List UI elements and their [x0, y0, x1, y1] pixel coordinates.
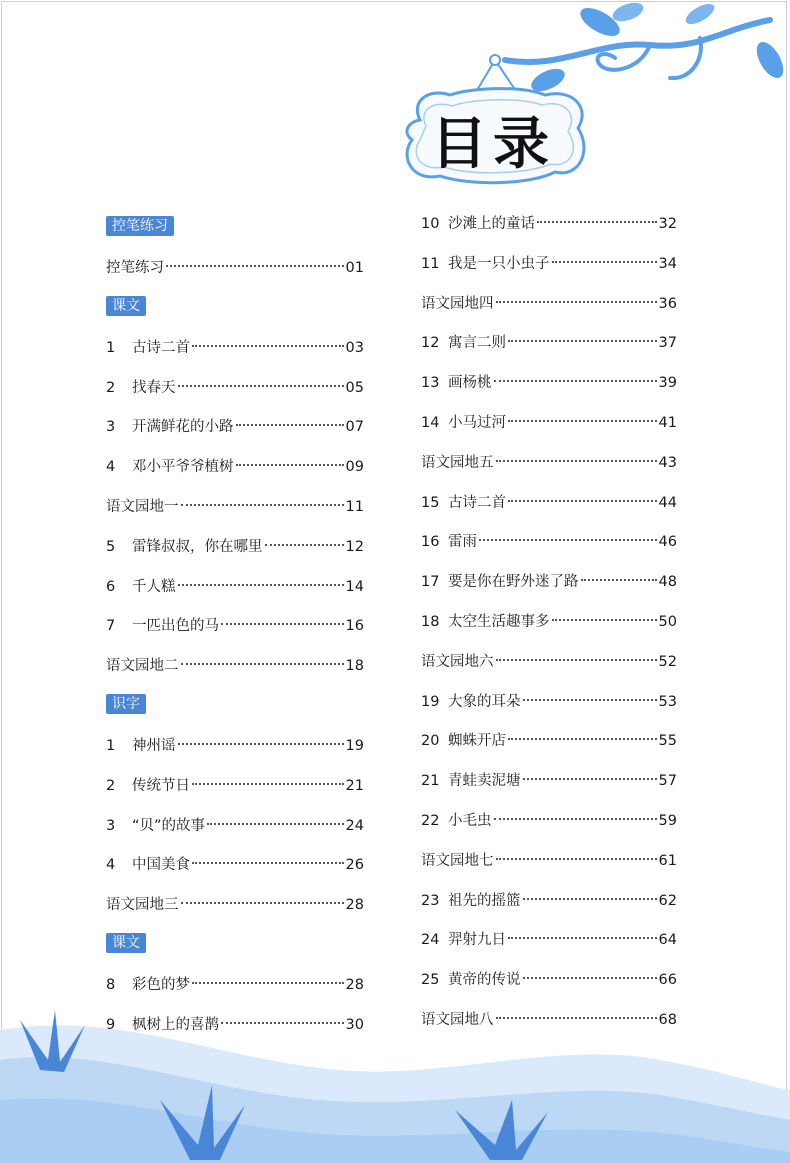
- entry-page-number: 01: [345, 260, 364, 276]
- toc-entry[interactable]: [106, 336, 364, 376]
- entry-title: 语文园地七: [421, 852, 494, 869]
- entry-number: 21: [421, 773, 440, 790]
- toc-entry[interactable]: [421, 889, 677, 929]
- dot-leader: [496, 659, 657, 661]
- dot-leader: [552, 261, 657, 263]
- entry-title: 太空生活趣事多: [448, 613, 550, 630]
- entry-number: 3: [106, 419, 116, 436]
- toc-entry[interactable]: [106, 376, 364, 416]
- dot-leader: [523, 778, 657, 780]
- entry-page-number: 50: [658, 613, 677, 630]
- dot-leader: [496, 1017, 657, 1019]
- entry-page-number: 39: [658, 375, 677, 392]
- entry-page-number: 62: [658, 892, 677, 909]
- entry-page-number: 53: [658, 693, 677, 710]
- toc-entry[interactable]: [106, 455, 364, 495]
- toc-entry[interactable]: [421, 411, 677, 451]
- dot-leader: [221, 1022, 344, 1024]
- entry-title: 传统节日: [132, 777, 190, 794]
- entry-number: 7: [106, 618, 116, 635]
- dot-leader: [178, 743, 344, 745]
- toc-entry[interactable]: [106, 734, 364, 774]
- entry-title: 神州谣: [132, 737, 176, 754]
- entry-page-number: 68: [658, 1011, 677, 1028]
- entry-page-number: 61: [658, 852, 677, 869]
- section-header: [106, 296, 364, 336]
- dot-leader: [192, 862, 344, 864]
- toc-entry[interactable]: [106, 614, 364, 654]
- toc-entry[interactable]: [421, 769, 677, 809]
- entry-page-number: 12: [345, 538, 364, 555]
- entry-number: 11: [421, 255, 440, 272]
- dot-leader: [166, 265, 344, 267]
- entry-page-number: 30: [345, 1016, 364, 1033]
- entry-page-number: 14: [345, 578, 364, 595]
- entry-title: 找春天: [132, 379, 176, 396]
- dot-leader: [181, 504, 344, 506]
- toc-entry[interactable]: [106, 256, 364, 296]
- entry-page-number: 19: [345, 737, 364, 754]
- toc-left-column: [106, 216, 364, 1053]
- dot-leader: [508, 500, 657, 502]
- entry-title: 蜘蛛开店: [448, 733, 506, 750]
- dot-leader: [496, 301, 657, 303]
- entry-page-number: 52: [658, 653, 677, 670]
- entry-title: 沙滩上的童话: [448, 216, 535, 232]
- toc-entry[interactable]: [421, 690, 677, 730]
- dot-leader: [181, 663, 344, 665]
- dot-leader: [236, 464, 344, 466]
- dot-leader: [508, 340, 657, 342]
- section-tag: 课文: [106, 296, 146, 316]
- dot-leader: [523, 898, 657, 900]
- toc-entry[interactable]: [421, 491, 677, 531]
- entry-number: 16: [421, 534, 440, 551]
- toc-entry[interactable]: [421, 729, 677, 769]
- dot-leader: [236, 424, 344, 426]
- entry-number: 15: [421, 494, 440, 511]
- entry-title: 语文园地八: [421, 1011, 494, 1028]
- entry-number: 19: [421, 693, 440, 710]
- entry-title: 邓小平爷爷植树: [132, 459, 234, 476]
- entry-page-number: 09: [345, 459, 364, 476]
- dot-leader: [523, 699, 657, 701]
- toc-entry[interactable]: [106, 814, 364, 854]
- entry-page-number: 55: [658, 733, 677, 750]
- entry-number: 23: [421, 892, 440, 909]
- entry-title: 控笔练习: [106, 260, 164, 276]
- entry-page-number: 57: [658, 773, 677, 790]
- entry-title: 小马过河: [448, 414, 506, 431]
- entry-title: 我是一只小虫子: [448, 255, 550, 272]
- dot-leader: [265, 544, 344, 546]
- entry-title: 要是你在野外迷了路: [448, 574, 579, 591]
- entry-number: 17: [421, 574, 440, 591]
- dot-leader: [496, 858, 657, 860]
- entry-number: 12: [421, 335, 440, 352]
- toc-entry[interactable]: [106, 973, 364, 1013]
- entry-page-number: 07: [345, 419, 364, 436]
- toc-entry[interactable]: [421, 371, 677, 411]
- entry-number: 8: [106, 976, 116, 993]
- entry-title: 古诗二首: [448, 494, 506, 511]
- entry-page-number: 05: [345, 379, 364, 396]
- toc-entry[interactable]: [106, 535, 364, 575]
- entry-title: 画杨桃: [448, 375, 492, 392]
- toc-entry[interactable]: [106, 415, 364, 455]
- dot-leader: [192, 982, 344, 984]
- toc-entry[interactable]: [421, 212, 677, 252]
- dot-leader: [479, 539, 657, 541]
- entry-title: 开满鲜花的小路: [132, 419, 234, 436]
- entry-title: 青蛙卖泥塘: [448, 773, 521, 790]
- toc-entry[interactable]: [421, 650, 677, 690]
- entry-number: 20: [421, 733, 440, 750]
- toc-entry[interactable]: [421, 331, 677, 371]
- toc-entry[interactable]: [421, 809, 677, 849]
- dot-leader: [181, 902, 344, 904]
- toc-entry[interactable]: [421, 530, 677, 570]
- dot-leader: [192, 783, 344, 785]
- entry-number: 6: [106, 578, 116, 595]
- entry-page-number: 28: [345, 976, 364, 993]
- entry-number: 4: [106, 459, 116, 476]
- entry-page-number: 03: [345, 339, 364, 356]
- entry-number: 4: [106, 857, 116, 874]
- toc-entry[interactable]: [106, 774, 364, 814]
- toc-entry[interactable]: [421, 610, 677, 650]
- toc-entry[interactable]: [106, 575, 364, 615]
- entry-number: 2: [106, 379, 116, 396]
- entry-number: 22: [421, 812, 440, 829]
- entry-title: 语文园地二: [106, 658, 179, 675]
- entry-page-number: 18: [345, 658, 364, 675]
- entry-page-number: 64: [658, 932, 677, 949]
- entry-page-number: 41: [658, 414, 677, 431]
- entry-title: 黄帝的传说: [448, 972, 521, 989]
- entry-title: 中国美食: [132, 857, 190, 874]
- dot-leader: [221, 623, 344, 625]
- section-header: [106, 694, 364, 734]
- toc-entry[interactable]: [421, 849, 677, 889]
- entry-title: 雷雨: [448, 534, 477, 551]
- toc-entry[interactable]: [421, 451, 677, 491]
- toc-entry[interactable]: [421, 292, 677, 332]
- dot-leader: [508, 937, 657, 939]
- dot-leader: [496, 460, 657, 462]
- toc-right-column: [421, 212, 677, 1048]
- entry-page-number: 26: [345, 857, 364, 874]
- entry-page-number: 32: [658, 216, 677, 232]
- page-title: 目录: [431, 112, 555, 177]
- entry-title: 古诗二首: [132, 339, 190, 356]
- entry-title: 枫树上的喜鹊: [132, 1016, 219, 1033]
- entry-page-number: 36: [658, 295, 677, 312]
- entry-number: 9: [106, 1016, 116, 1033]
- dot-leader: [207, 823, 344, 825]
- toc-entry[interactable]: [106, 1013, 364, 1053]
- entry-page-number: 11: [345, 498, 364, 515]
- toc-entry[interactable]: [106, 893, 364, 933]
- entry-title: 语文园地四: [421, 295, 494, 312]
- entry-title: 一匹出色的马: [132, 618, 219, 635]
- entry-title: 语文园地三: [106, 897, 179, 914]
- toc-entry[interactable]: [421, 570, 677, 610]
- dot-leader: [508, 738, 657, 740]
- entry-page-number: 16: [345, 618, 364, 635]
- toc-entry[interactable]: [421, 252, 677, 292]
- section-header: [106, 933, 364, 973]
- dot-leader: [178, 584, 344, 586]
- dot-leader: [494, 380, 657, 382]
- entry-title: 彩色的梦: [132, 976, 190, 993]
- dot-leader: [581, 579, 657, 581]
- entry-number: 3: [106, 817, 116, 834]
- entry-number: 14: [421, 414, 440, 431]
- vine-decoration: [505, 0, 789, 96]
- entry-title: 语文园地六: [421, 653, 494, 670]
- entry-page-number: 28: [345, 897, 364, 914]
- entry-title: 羿射九日: [448, 932, 506, 949]
- entry-page-number: 44: [658, 494, 677, 511]
- entry-title: 雷锋叔叔，你在哪里: [132, 538, 263, 555]
- toc-entry[interactable]: [106, 495, 364, 535]
- section-header: [106, 216, 364, 256]
- section-tag: 识字: [106, 694, 146, 714]
- toc-entry[interactable]: [421, 1008, 677, 1048]
- toc-entry[interactable]: [106, 853, 364, 893]
- entry-number: 13: [421, 375, 440, 392]
- entry-number: 24: [421, 932, 440, 949]
- entry-page-number: 24: [345, 817, 364, 834]
- entry-page-number: 21: [345, 777, 364, 794]
- entry-page-number: 48: [658, 574, 677, 591]
- dot-leader: [552, 619, 657, 621]
- section-tag: 控笔练习: [106, 216, 174, 236]
- entry-page-number: 59: [658, 812, 677, 829]
- entry-page-number: 34: [658, 255, 677, 272]
- entry-title: 寓言二则: [448, 335, 506, 352]
- dot-leader: [508, 420, 657, 422]
- entry-page-number: 43: [658, 454, 677, 471]
- dot-leader: [494, 818, 657, 820]
- entry-page-number: 37: [658, 335, 677, 352]
- entry-title: 小毛虫: [448, 812, 492, 829]
- entry-title: 语文园地五: [421, 454, 494, 471]
- entry-page-number: 46: [658, 534, 677, 551]
- dot-leader: [178, 385, 344, 387]
- dot-leader: [523, 977, 657, 979]
- toc-entry[interactable]: [421, 928, 677, 968]
- entry-title: 千人糕: [132, 578, 176, 595]
- toc-entry[interactable]: [106, 654, 364, 694]
- entry-number: 10: [421, 216, 440, 232]
- entry-page-number: 66: [658, 972, 677, 989]
- entry-title: “贝”的故事: [132, 817, 206, 834]
- entry-number: 1: [106, 737, 116, 754]
- entry-title: 语文园地一: [106, 498, 179, 515]
- entry-title: 大象的耳朵: [448, 693, 521, 710]
- entry-number: 1: [106, 339, 116, 356]
- dot-leader: [192, 345, 344, 347]
- dot-leader: [537, 221, 657, 223]
- entry-number: 5: [106, 538, 116, 555]
- entry-title: 祖先的摇篮: [448, 892, 521, 909]
- entry-number: 18: [421, 613, 440, 630]
- section-tag: 课文: [106, 933, 146, 953]
- entry-number: 25: [421, 972, 440, 989]
- toc-entry[interactable]: [421, 968, 677, 1008]
- entry-number: 2: [106, 777, 116, 794]
